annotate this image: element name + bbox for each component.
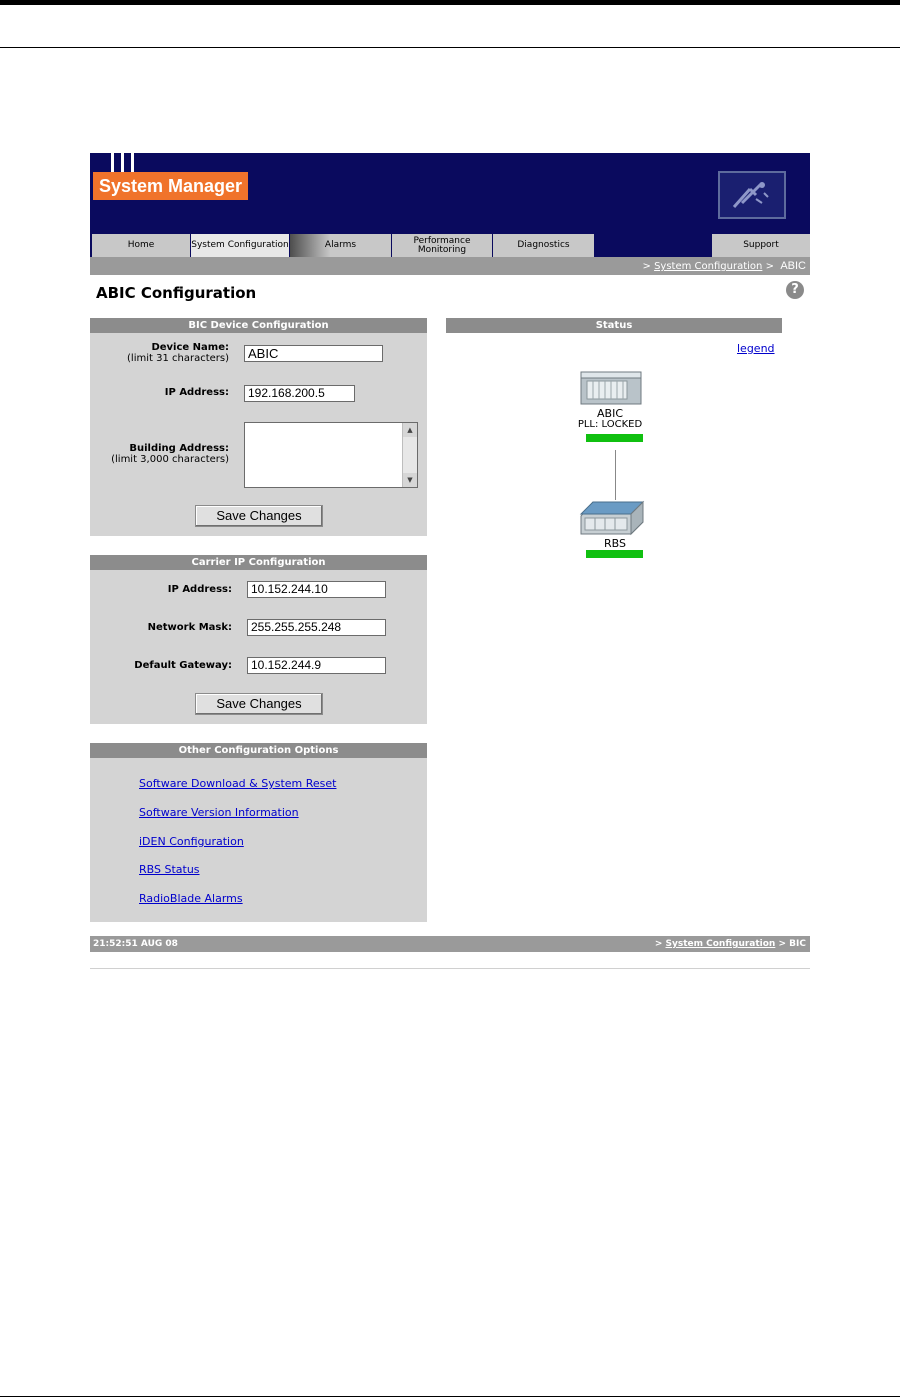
bic-device-panel: [90, 318, 427, 536]
scroll-down-icon[interactable]: ▼: [403, 473, 417, 487]
network-mask-input[interactable]: 255.255.255.248: [247, 619, 386, 636]
link-software-download[interactable]: Software Download & System Reset: [139, 777, 337, 790]
page-rule-header: [0, 47, 900, 48]
panel-title: Other Configuration Options: [90, 743, 427, 758]
tab-home[interactable]: Home: [92, 234, 190, 257]
status-footer: 21:52:51 AUG 08 > System Configuration > BIC: [90, 936, 810, 952]
app-logo: System Manager: [93, 172, 248, 200]
building-address-label: Building Address: (limit 3,000 characters): [111, 443, 229, 465]
status-panel-title: Status: [446, 318, 782, 333]
tab-system-configuration[interactable]: System Configuration: [191, 234, 289, 257]
carrier-ip-panel: [90, 555, 427, 724]
save-changes-button[interactable]: Save Changes: [195, 693, 323, 715]
link-iden-configuration[interactable]: iDEN Configuration: [139, 835, 244, 848]
footer-current: BIC: [789, 939, 806, 949]
tab-support[interactable]: Support: [712, 234, 810, 257]
app-header: [90, 153, 810, 234]
panel-title: BIC Device Configuration: [90, 318, 427, 333]
link-rbs-status[interactable]: RBS Status: [139, 863, 200, 876]
device-name-label: Device Name: (limit 31 characters): [127, 342, 229, 364]
carrier-ip-label: IP Address:: [167, 584, 232, 595]
main-nav: [90, 234, 810, 257]
brand-icon: [718, 171, 786, 219]
connection-line: [615, 450, 616, 500]
carrier-ip-input[interactable]: 10.152.244.10: [247, 581, 386, 598]
header-stripe: [131, 153, 134, 173]
save-changes-button[interactable]: Save Changes: [195, 505, 323, 527]
footer-timestamp: 21:52:51 AUG 08: [93, 939, 178, 949]
default-gateway-label: Default Gateway:: [134, 660, 232, 671]
breadcrumb-link-system-configuration[interactable]: System Configuration: [654, 261, 763, 272]
default-gateway-input[interactable]: 10.152.244.9: [247, 657, 386, 674]
tab-alarms[interactable]: Alarms: [290, 234, 391, 257]
header-stripe: [111, 153, 114, 173]
abic-status-bar: [586, 434, 643, 442]
link-software-version[interactable]: Software Version Information: [139, 806, 299, 819]
tab-performance-monitoring[interactable]: Performance Monitoring: [392, 234, 492, 257]
screenshot-window: [90, 153, 810, 970]
footer-divider: [90, 968, 810, 969]
device-name-input[interactable]: ABIC: [244, 345, 383, 362]
abic-label: ABIC: [597, 407, 623, 420]
textarea-scrollbar[interactable]: [402, 423, 417, 487]
network-mask-label: Network Mask:: [147, 622, 232, 633]
page-rule-bottom: [0, 1396, 900, 1397]
rbs-device-icon[interactable]: [579, 500, 645, 538]
page-title: ABIC Configuration: [96, 284, 257, 302]
abic-device-icon[interactable]: [579, 370, 645, 406]
footer-link-system-configuration[interactable]: System Configuration: [665, 939, 776, 949]
breadcrumb-current: ABIC: [780, 260, 806, 272]
link-radioblade-alarms[interactable]: RadioBlade Alarms: [139, 892, 243, 905]
tab-diagnostics[interactable]: Diagnostics: [493, 234, 594, 257]
building-address-textarea[interactable]: [244, 422, 418, 488]
ip-address-label: IP Address:: [164, 387, 229, 398]
other-config-panel: [90, 743, 427, 922]
help-icon[interactable]: ?: [786, 281, 804, 299]
header-stripe: [121, 153, 124, 173]
page-rule-top: [0, 0, 900, 5]
abic-pll-status: PLL: LOCKED: [577, 419, 643, 430]
rbs-label: RBS: [604, 537, 626, 550]
scroll-up-icon[interactable]: ▲: [403, 423, 417, 437]
breadcrumb: > System Configuration > ABIC: [90, 257, 810, 275]
legend-link[interactable]: legend: [737, 342, 775, 355]
rbs-status-bar: [586, 550, 643, 558]
panel-title: Carrier IP Configuration: [90, 555, 427, 570]
ip-address-input[interactable]: 192.168.200.5: [244, 385, 355, 402]
